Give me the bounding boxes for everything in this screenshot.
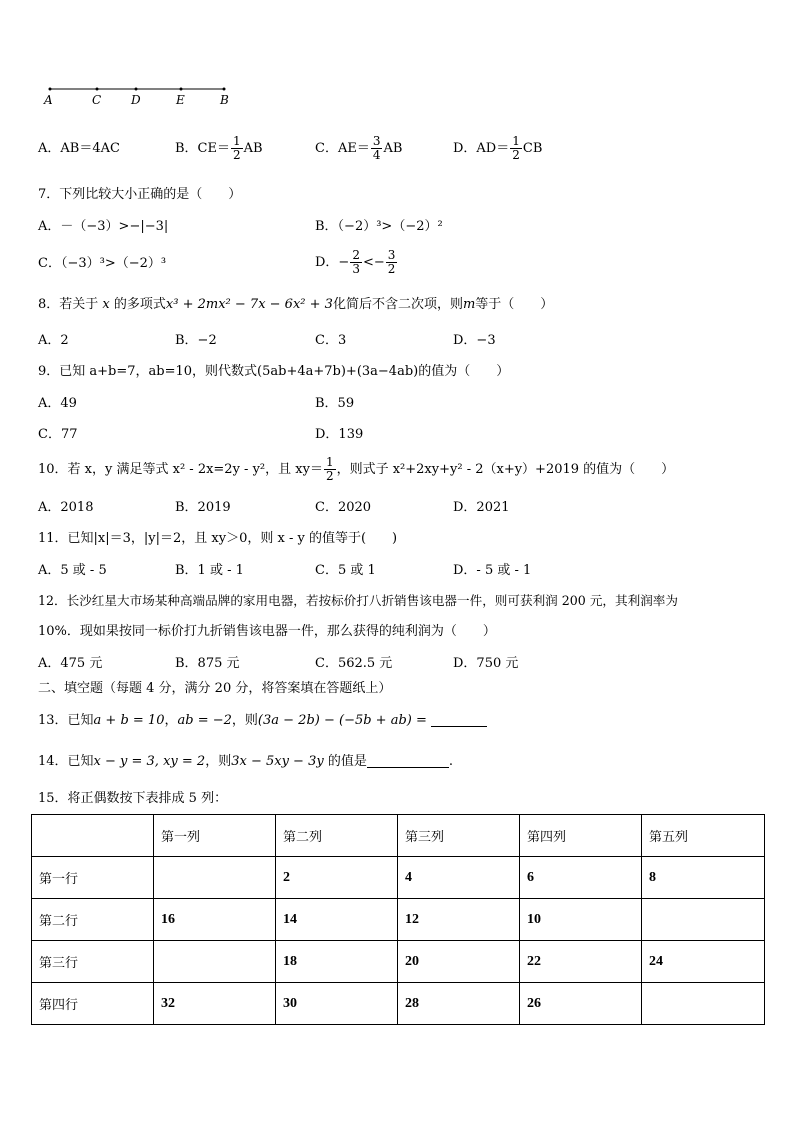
table-cell: 14 [276,899,398,941]
table-cell: 26 [520,983,642,1025]
row-label: 第四行 [32,983,154,1025]
table-header-cell [32,815,154,857]
q7-option-c: C．（−3）³>（−2）³ [38,256,167,271]
table-cell [642,983,765,1025]
table-header-cell: 第三列 [398,815,520,857]
q12-stem-line2: 10%．现如果按同一标价打九折销售该电器一件，那么获得的纯利润为（ ） [38,624,496,639]
table-header-cell: 第二列 [276,815,398,857]
table-cell: 20 [398,941,520,983]
q7-option-a: A．－（−3）>−|−3| [38,219,169,234]
row-label: 第二行 [32,899,154,941]
q6-option-d: D．AD＝ $\frac{1}{2}$ CB [453,134,543,162]
table-cell: 16 [154,899,276,941]
q7-stem: 7．下列比较大小正确的是（ ） [38,187,242,202]
table-header-cell: 第五列 [642,815,765,857]
point-c [96,88,99,91]
table-cell: 32 [154,983,276,1025]
section-heading: 二、填空题（每题 4 分，满分 20 分，将答案填在答题纸上） [38,681,392,696]
q10-option-a: A．2018 [38,500,94,515]
table-cell: 2 [276,857,398,899]
q10-option-c: C．2020 [315,500,372,515]
q11-option-c: C．5 或 1 [315,563,376,578]
fraction: $\frac{1}{2}$ [233,134,241,162]
q11-option-b: B．1 或 - 1 [175,563,244,578]
q11-option-d: D．- 5 或 - 1 [453,563,532,578]
table-cell [154,941,276,983]
q14-stem: 14．已知x − y = 3, xy = 2，则3x − 5xy − 3y 的值是 . [38,754,453,769]
row-label: 第一行 [32,857,154,899]
table-cell: 30 [276,983,398,1025]
q11-stem: 11．已知|x|＝3，|y|＝2，且 xy＞0，则 x - y 的值等于( ) [38,531,398,546]
q8-option-d: D．−3 [453,333,496,348]
label-c: C [92,93,102,107]
table-header-cell: 第四列 [520,815,642,857]
q6-option-b: B．CE＝ $\frac{1}{2}$ AB [175,134,263,162]
table-header-row [32,815,765,857]
q12-stem-line1: 12．长沙红星大市场某种高端品牌的家用电器，若按标价打八折销售该电器一件，则可获利润 200 元，其利润率为 [38,593,678,608]
fraction: $\frac{3}{2}$ [387,248,396,276]
row-label: 第三行 [32,941,154,983]
even-number-table [31,814,765,1025]
q8-stem: 8．若关于 x 的多项式x³ + 2mx² − 7x − 6x² + 3化简后不含二次项，则m等于（ ） [38,297,554,312]
q8-option-a: A．2 [38,333,69,348]
q12-option-b: B．875 元 [175,656,240,671]
label-b: B [220,93,229,107]
q12-option-d: D．750 元 [453,656,519,671]
q12-option-a: A．475 元 [38,656,103,671]
label-a: A [44,93,53,107]
q7-option-d: D．− $\frac{2}{3}$ <− $\frac{3}{2}$ [315,248,396,276]
table-cell [642,899,765,941]
table-cell: 18 [276,941,398,983]
label-d: D [131,93,141,107]
table-cell: 4 [398,857,520,899]
q11-option-a: A．5 或 - 5 [38,563,107,578]
q13-stem: 13．已知a + b = 10，ab = −2，则(3a − 2b) − (−5b + ab) = [38,713,487,729]
fraction: $\frac{1}{2}$ [325,455,334,483]
table-cell: 6 [520,857,642,899]
q6-option-a: A．AB＝4AC [38,141,120,156]
q9-option-c: C．77 [38,427,78,442]
q10-stem: 10．若 x，y 满足等式 x² - 2x=2y - y²，且 xy＝ $\frac{1}{2}$ ，则式子 x²+2xy+y² - 2（x+y）+2019 的值为（ ） [38,455,675,483]
q8-expression: x³ + 2mx² − 7x − 6x² + 3 [165,297,333,312]
fraction: $\frac{1}{2}$ [512,134,520,162]
answer-blank[interactable] [367,755,449,768]
table-row [32,941,765,983]
table-cell: 12 [398,899,520,941]
point-e [180,88,183,91]
fraction: $\frac{2}{3}$ [352,248,360,276]
q8-option-b: B．−2 [175,333,217,348]
fraction: $\frac{3}{4}$ [372,134,381,162]
answer-blank[interactable] [431,714,487,727]
table-row [32,899,765,941]
table-header-cell: 第一列 [154,815,276,857]
q15-stem: 15．将正偶数按下表排成 5 列： [38,791,228,806]
q6-option-c: C．AE＝ $\frac{3}{4}$ AB [315,134,403,162]
q9-option-b: B．59 [315,396,355,411]
q12-option-c: C．562.5 元 [315,656,393,671]
point-d [135,88,138,91]
q7-option-b: B．（−2）³>（−2）² [315,219,443,234]
q9-option-d: D．139 [315,427,364,442]
table-cell: 28 [398,983,520,1025]
label-e: E [176,93,185,107]
point-b [223,88,226,91]
table-cell: 8 [642,857,765,899]
table-row [32,983,765,1025]
q10-option-d: D．2021 [453,500,510,515]
table-cell: 10 [520,899,642,941]
table-row [32,857,765,899]
table-cell [154,857,276,899]
q9-option-a: A．49 [38,396,77,411]
q9-stem: 9．已知 a+b=7，ab=10，则代数式(5ab+4a+7b)+(3a−4ab)的值为（ ） [38,364,510,379]
q10-option-b: B．2019 [175,500,231,515]
q8-option-c: C．3 [315,333,347,348]
table-cell: 24 [642,941,765,983]
point-a [49,88,52,91]
table-cell: 22 [520,941,642,983]
